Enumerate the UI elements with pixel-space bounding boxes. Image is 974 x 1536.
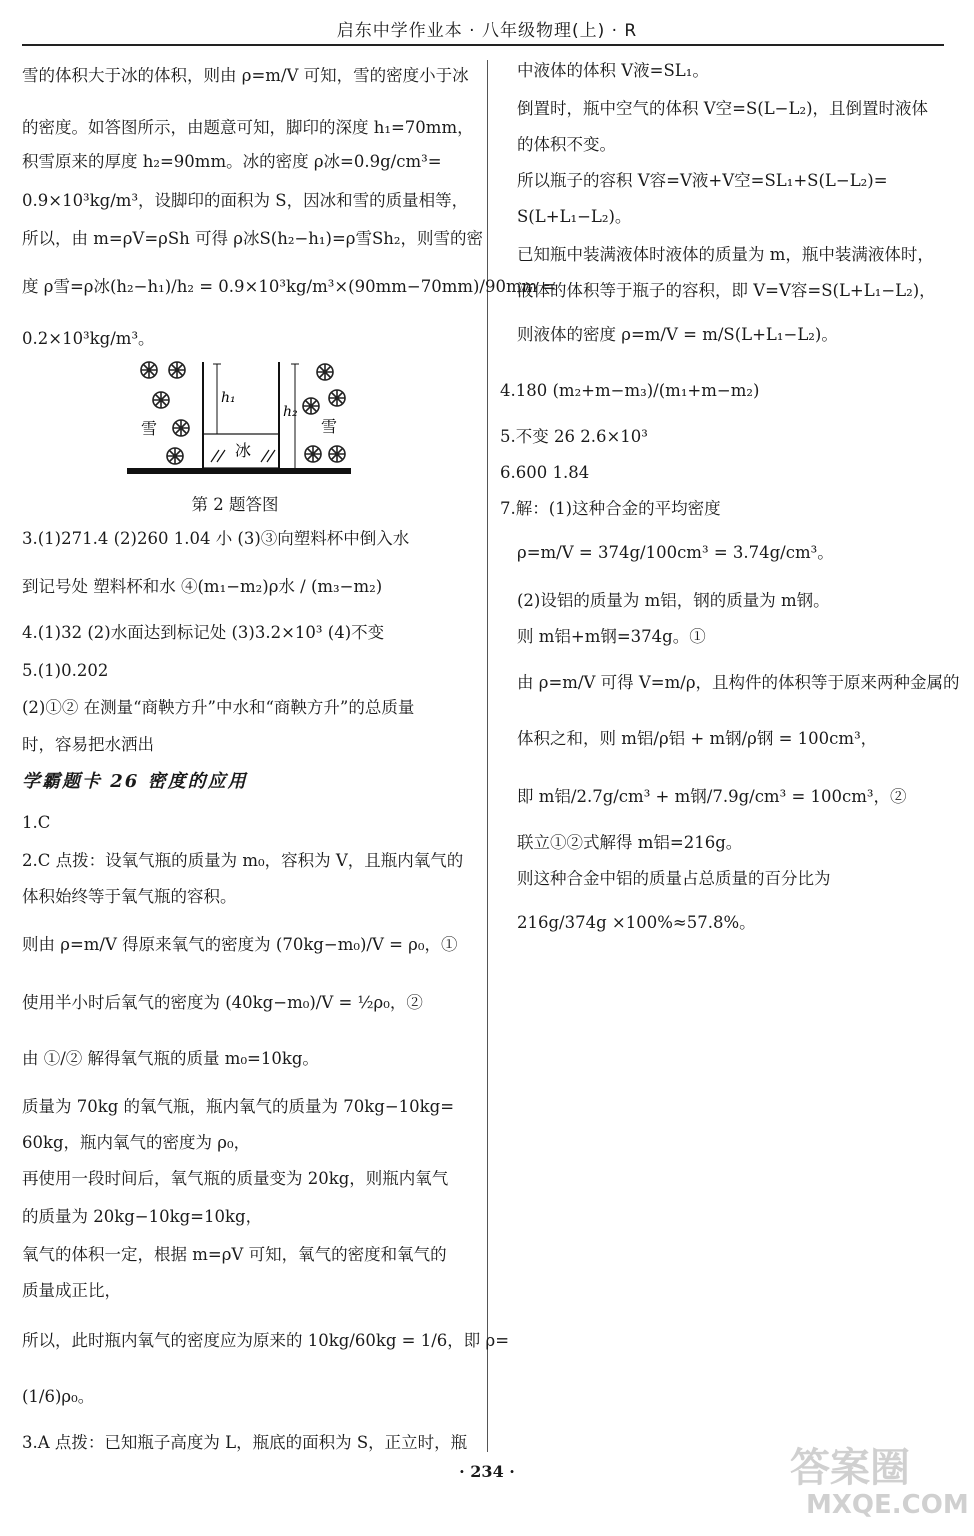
answer-line: 1.C	[22, 813, 51, 832]
answer-line: 7.解：(1)这种合金的平均密度	[500, 499, 721, 518]
snow-ice-figure	[125, 358, 355, 478]
text-line: (2)设铝的质量为 m铝，钢的质量为 m钢。	[517, 591, 830, 610]
label-h1: h₁	[221, 390, 236, 406]
formula-line: (1/6)ρ₀。	[22, 1387, 95, 1406]
label-snow-right: 雪	[321, 417, 338, 436]
text-line: S(L+L₁−L₂)。	[517, 207, 632, 226]
text-line: 所以瓶子的容积 V容=V液+V空=SL₁+S(L−L₂)=	[517, 171, 888, 190]
answer-line: 5.(1)0.202	[22, 661, 109, 680]
label-h2: h₂	[283, 404, 298, 420]
text-line: 中液体的体积 V液=SL₁。	[517, 61, 709, 80]
text-line: 的密度。如答图所示，由题意可知，脚印的深度 h₁=70mm，	[22, 118, 474, 137]
formula-line: 216g/374g ×100%≈57.8%。	[517, 913, 756, 932]
watermark-url: MXQE.COM	[806, 1490, 969, 1520]
formula-line: 体积之和，则 m铝/ρ铝 + m钢/ρ钢 = 100cm³，	[517, 729, 878, 748]
answer-line: 4.(1)32 (2)水面达到标记处 (3)3.2×10³ (4)不变	[22, 623, 385, 642]
text-line: 则这种合金中铝的质量占总质量的百分比为	[517, 869, 831, 888]
column-divider	[487, 60, 488, 1452]
formula-line: 则由 ρ=m/V 得原来氧气的密度为 (70kg−m₀)/V = ρ₀，①	[22, 935, 458, 954]
formula-line: 则液体的密度 ρ=m/V = m/S(L+L₁−L₂)。	[517, 325, 838, 344]
text-line: 0.2×10³kg/m³。	[22, 329, 155, 348]
answer-line: 质量为 70kg 的氧气瓶，瓶内氧气的质量为 70kg−10kg=	[22, 1097, 455, 1116]
answer-line: 的质量为 20kg−10kg=10kg，	[22, 1207, 263, 1226]
text-line: 积雪原来的厚度 h₂=90mm。冰的密度 ρ冰=0.9g/cm³=	[22, 152, 442, 171]
label-snow-left: 雪	[141, 419, 158, 438]
text-line: 雪的体积大于冰的体积，则由 ρ=m/V 可知，雪的密度小于冰	[22, 66, 469, 85]
section-title: 学霸题卡 26 密度的应用	[22, 771, 248, 792]
formula-line: ρ=m/V = 374g/100cm³ = 3.74g/cm³。	[517, 543, 834, 562]
answer-line: 5.不变 26 2.6×10³	[500, 427, 648, 446]
page-header: 启东中学作业本 · 八年级物理(上) · R	[336, 21, 638, 41]
header-rule	[22, 44, 944, 46]
formula-line: 由 ①/② 解得氧气瓶的质量 m₀=10kg。	[22, 1049, 319, 1068]
figure-caption: 第 2 题答图	[191, 495, 279, 514]
text-line: 倒置时，瓶中空气的体积 V空=S(L−L₂)，且倒置时液体	[517, 99, 929, 118]
answer-line: 体积始终等于氧气瓶的容积。	[22, 887, 237, 906]
answer-line: 60kg，瓶内氧气的密度为 ρ₀，	[22, 1133, 251, 1152]
answer-line: 3.A 点拨：已知瓶子高度为 L，瓶底的面积为 S，正立时，瓶	[22, 1433, 468, 1452]
answer-line: 质量成正比，	[22, 1281, 121, 1300]
text-line: 0.9×10³kg/m³，设脚印的面积为 S，因冰和雪的质量相等，	[22, 191, 469, 210]
answer-line: 4.180 (m₂+m−m₃)/(m₁+m−m₂)	[500, 381, 760, 400]
formula-line: 使用半小时后氧气的密度为 (40kg−m₀)/V = ½ρ₀，②	[22, 993, 423, 1012]
text-line: 联立①②式解得 m铝=216g。	[517, 833, 743, 852]
formula-line: 所以，此时瓶内氧气的密度应为原来的 10kg/60kg = 1/6，即 ρ=	[22, 1331, 510, 1350]
answer-line: 再使用一段时间后，氧气瓶的质量变为 20kg，则瓶内氧气	[22, 1169, 449, 1188]
answer-line: 6.600 1.84	[500, 463, 590, 482]
answer-line: (2)①② 在测量“商鞅方升”中水和“商鞅方升”的总质量	[22, 698, 415, 717]
answer-line: 氧气的体积一定，根据 m=ρV 可知，氧气的密度和氧气的	[22, 1245, 447, 1264]
formula-line: 由 ρ=m/V 可得 V=m/ρ，且构件的体积等于原来两种金属的	[517, 673, 960, 692]
answer-line: 时，容易把水洒出	[22, 735, 154, 754]
text-line: 所以，由 m=ρV=ρSh 可得 ρ冰S(h₂−h₁)=ρ雪Sh₂，则雪的密	[22, 229, 484, 248]
label-ice: 冰	[235, 441, 252, 460]
watermark-logo: 答案圈	[790, 1445, 910, 1491]
page-number: · 234 ·	[459, 1462, 515, 1481]
text-line: 则 m铝+m钢=374g。①	[517, 627, 706, 646]
text-line: 的体积不变。	[517, 135, 616, 154]
text-line: 液体的体积等于瓶子的容积，即 V=V容=S(L+L₁−L₂)，	[517, 281, 936, 300]
formula-line: 即 m铝/2.7g/cm³ + m钢/7.9g/cm³ = 100cm³，②	[517, 787, 907, 806]
formula-line: 度 ρ雪=ρ冰(h₂−h₁)/h₂ = 0.9×10³kg/m³×(90mm−70mm)/90mm =	[22, 277, 557, 296]
answer-line: 到记号处 塑料杯和水 ④(m₁−m₂)ρ水 / (m₃−m₂)	[22, 577, 383, 596]
answer-line: 2.C 点拨：设氧气瓶的质量为 m₀，容积为 V，且瓶内氧气的	[22, 851, 464, 870]
answer-line: 3.(1)271.4 (2)260 1.04 小 (3)③向塑料杯中倒入水	[22, 529, 410, 548]
text-line: 已知瓶中装满液体时液体的质量为 m，瓶中装满液体时，	[517, 245, 934, 264]
